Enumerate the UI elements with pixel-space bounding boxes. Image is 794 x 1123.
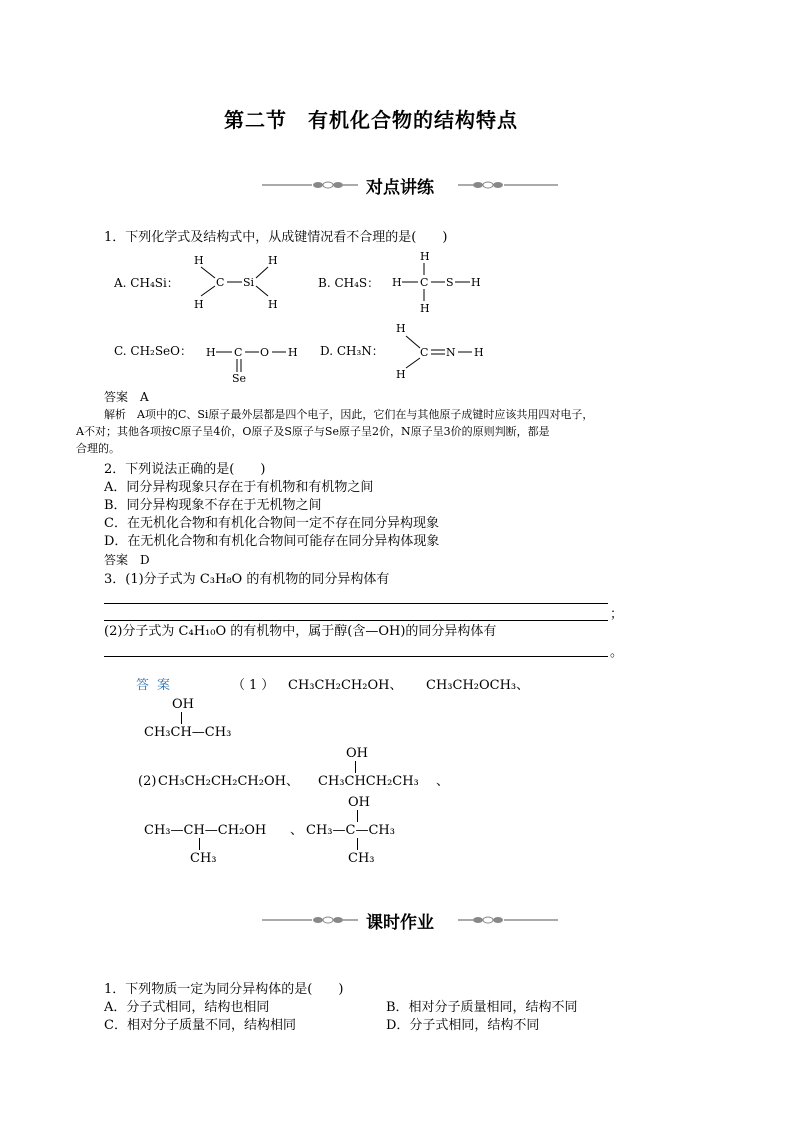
q1-structure-c	[204, 336, 314, 386]
svg-text:H: H	[396, 322, 406, 335]
q3-answer-2b: CH₃CHCH₂CH₃	[318, 774, 419, 789]
q3-bond	[199, 838, 200, 850]
q3-stem-1: 3．(1)分子式为 C₃H₈O 的有机物的同分异构体有	[104, 572, 390, 587]
q1-analysis-line1: 解析 A项中的C、Si原子最外层都是四个电子，因此，它们在与其他原子成键时应该共用四对电子，	[104, 408, 594, 421]
svg-text:S: S	[446, 276, 454, 289]
q3-answer-2-separator-2: 、	[290, 823, 304, 838]
q3-answer-1-prefix: （1）	[232, 678, 279, 693]
q1-structure-b	[388, 248, 488, 314]
q3-period: 。	[610, 645, 624, 660]
svg-text:H: H	[206, 346, 216, 359]
svg-text:C: C	[420, 346, 429, 359]
svg-text:N: N	[446, 346, 456, 359]
q1-option-c: C. CH₂SeO：	[114, 344, 193, 358]
q3-answer-2c: CH₃—CH—CH₂OH	[144, 823, 267, 838]
page-title: 第二节 有机化合物的结构特点	[224, 108, 518, 132]
q2-stem: 2．下列说法正确的是( )	[104, 462, 266, 477]
q3-answer-label: 答案	[136, 678, 179, 693]
q3-bond	[181, 712, 182, 724]
q3-answer-blank-1	[104, 603, 608, 604]
svg-text:H: H	[268, 254, 278, 267]
q3-answer-1c: CH₃CH—CH₃	[144, 725, 232, 740]
svg-text:Se: Se	[232, 372, 247, 385]
q1-analysis-line2: A不对；其他各项按C原子呈4价，O原子及S原子与Se原子呈2价，N原子呈3价的原则判断，都是	[76, 425, 550, 438]
q3-answer-2-prefix: (2)	[138, 774, 157, 789]
q1-answer: 答案 A	[104, 390, 149, 404]
svg-text:H: H	[268, 298, 278, 311]
section-title-practice: 对点讲练	[366, 178, 434, 198]
svg-text:H: H	[194, 254, 204, 267]
svg-text:H: H	[474, 346, 484, 359]
svg-text:C: C	[234, 346, 243, 359]
q3-answer-blank-2	[104, 620, 608, 621]
q3-answer-1b: CH₃CH₂OCH₃、	[426, 678, 530, 693]
q3-answer-2d: CH₃—C—CH₃	[306, 823, 395, 838]
svg-text:O: O	[260, 346, 270, 359]
q1-option-b: B. CH₄S：	[318, 276, 380, 290]
q1-stem: 1．下列化学式及结构式中，从成键情况看不合理的是( )	[104, 230, 448, 245]
q2-option-a: A．同分异构现象只存在于有机物和有机物之间	[104, 480, 374, 495]
q3-answer-2d-oh: OH	[348, 795, 370, 810]
svg-text:H: H	[392, 276, 402, 289]
svg-text:H: H	[471, 276, 481, 289]
q3-stem-2: (2)分子式为 C₄H₁₀O 的有机物中，属于醇(含—OH)的同分异构体有	[104, 624, 497, 639]
q1-structure-d	[392, 318, 492, 384]
svg-text:H: H	[420, 302, 430, 314]
q2-option-c: C．在无机化合物和有机化合物间一定不存在同分异构现象	[104, 516, 439, 531]
hw1-stem: 1．下列物质一定为同分异构体的是( )	[104, 982, 344, 997]
hw1-option-c: C．相对分子质量不同，结构相同	[104, 1018, 296, 1033]
q3-answer-1c-oh: OH	[172, 697, 194, 712]
q1-structure-a	[182, 250, 292, 312]
q3-bond	[357, 838, 358, 850]
section-title-homework: 课时作业	[366, 913, 434, 933]
q3-answer-blank-3	[104, 656, 608, 657]
q3-semicolon: ；	[610, 607, 624, 622]
q3-answer-2b-oh: OH	[346, 746, 368, 761]
q3-bond	[355, 761, 356, 773]
q2-answer: 答案 D	[104, 553, 150, 567]
svg-text:H: H	[396, 368, 406, 381]
q1-option-d: D. CH₃N：	[320, 344, 384, 358]
q3-bond	[357, 810, 358, 822]
q1-analysis-line3: 合理的。	[76, 442, 120, 455]
svg-text:C: C	[420, 276, 429, 289]
q3-answer-2-separator: 、	[436, 774, 450, 789]
svg-text:Si: Si	[243, 276, 255, 289]
q2-option-d: D．在无机化合物和有机化合物间可能存在同分异构体现象	[104, 534, 440, 549]
svg-text:H: H	[194, 298, 204, 311]
svg-text:H: H	[288, 346, 298, 359]
hw1-option-b: B．相对分子质量相同，结构不同	[386, 1000, 578, 1015]
q3-answer-2d-ch3: CH₃	[348, 851, 375, 866]
q2-option-b: B．同分异构现象不存在于无机物之间	[104, 498, 322, 513]
svg-text:H: H	[420, 250, 430, 263]
q3-answer-2a: CH₃CH₂CH₂CH₂OH、	[158, 774, 299, 789]
hw1-option-a: A．分子式相同，结构也相同	[104, 1000, 270, 1015]
q1-option-a: A. CH₄Si：	[114, 276, 179, 290]
hw1-option-d: D．分子式相同，结构不同	[386, 1018, 540, 1033]
q3-answer-2c-ch3: CH₃	[190, 851, 217, 866]
q3-answer-1a: CH₃CH₂CH₂OH、	[288, 678, 403, 693]
svg-text:C: C	[216, 276, 225, 289]
